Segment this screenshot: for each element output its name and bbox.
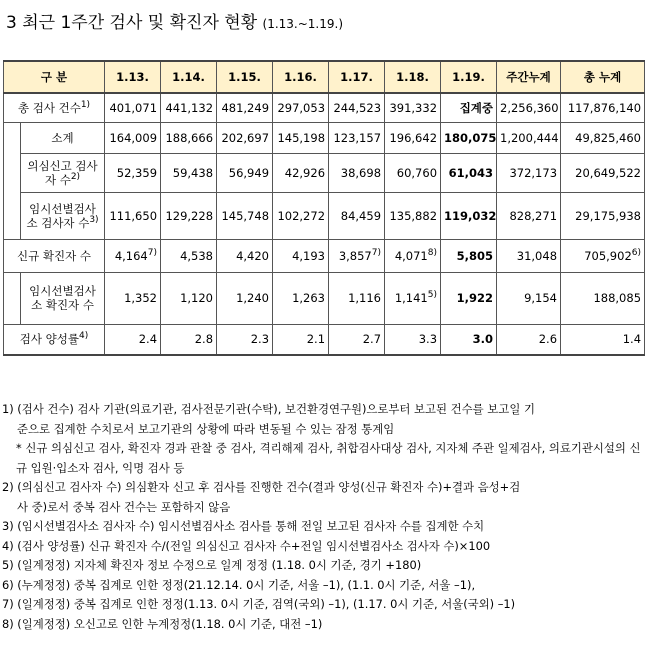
row-label: 신규 확진자 수 <box>4 239 105 272</box>
table-row <box>4 122 645 153</box>
table-cell: 59,438 <box>161 153 217 192</box>
table-cell: 1,263 <box>273 272 329 324</box>
indent-cell <box>4 192 21 239</box>
table-cell: 42,926 <box>273 153 329 192</box>
row-label: 의심신고 검사자 수$^{2)}$ <box>21 153 105 192</box>
table-cell: 188,085 <box>561 272 645 324</box>
footnotes <box>2 400 647 634</box>
table-cell: 705,902$^{6)}$ <box>561 239 645 272</box>
indent-cell <box>4 153 21 192</box>
row-label: 임시선별검사소 확진자 수 <box>21 272 105 324</box>
table-cell: 4,420 <box>217 239 273 272</box>
table-cell: 61,043 <box>441 153 497 192</box>
table-cell: 4,071$^{8)}$ <box>385 239 441 272</box>
table-cell: 244,523 <box>329 93 385 122</box>
header-weekly-total: 주간누계 <box>497 61 561 93</box>
table-cell: 20,649,522 <box>561 153 645 192</box>
table-row <box>4 272 645 324</box>
footnote: 3) (임시선별검사소 검사자 수) 임시선별검사소 검사를 통해 전일 보고된 검사자 수를 집계한 수치 <box>2 519 485 533</box>
table-cell: 1,240 <box>217 272 273 324</box>
table-cell: 2.4 <box>105 324 161 355</box>
table-cell: 145,198 <box>273 122 329 153</box>
table-cell: 135,882 <box>385 192 441 239</box>
table-cell: 828,271 <box>497 192 561 239</box>
table-cell: 4,193 <box>273 239 329 272</box>
stats-table <box>3 60 645 356</box>
table-cell: 4,538 <box>161 239 217 272</box>
table-cell: 441,132 <box>161 93 217 122</box>
header-category: 구 분 <box>4 61 105 93</box>
table-cell: 52,359 <box>105 153 161 192</box>
table-cell: 5,805 <box>441 239 497 272</box>
table-cell: 3.3 <box>385 324 441 355</box>
table-cell: 1,352 <box>105 272 161 324</box>
table-cell: 129,228 <box>161 192 217 239</box>
table-cell: 집계중 <box>441 93 497 122</box>
table-cell: 2.7 <box>329 324 385 355</box>
header-date: 1.17. <box>329 61 385 93</box>
table-cell: 102,272 <box>273 192 329 239</box>
row-label: 소계 <box>21 122 105 153</box>
table-cell: 29,175,938 <box>561 192 645 239</box>
footnote: 5) (일계정정) 지자체 확진자 정보 수정으로 일계 정정 (1.18. 0시 기준, 경기 +180) <box>2 558 422 572</box>
title-text: 3 최근 1주간 검사 및 확진자 현황 <box>6 13 258 33</box>
title-date-range: (1.13.~1.19.) <box>262 17 344 31</box>
table-cell: 123,157 <box>329 122 385 153</box>
table-cell: 372,173 <box>497 153 561 192</box>
table-cell: 401,071 <box>105 93 161 122</box>
table-cell: 117,876,140 <box>561 93 645 122</box>
table-cell: 1.4 <box>561 324 645 355</box>
table-cell: 3.0 <box>441 324 497 355</box>
table-cell: 2,256,360 <box>497 93 561 122</box>
footnote: 1) (검사 건수) 검사 기관(의료기관, 검사전문기관(수탁), 보건환경연구원)으로부터 보고된 건수를 보고일 기 <box>2 402 535 416</box>
footnote: 8) (일계정정) 오신고로 인한 누계정정(1.18. 0시 기준, 대전 –1) <box>2 616 323 631</box>
footnote: 7) (일계정정) 중복 집계로 인한 정정(1.13. 0시 기준, 검역(국외) –1), (1.17. 0시 기준, 서울(국외) –1) <box>2 597 516 611</box>
table-cell: 1,120 <box>161 272 217 324</box>
table-cell: 1,922 <box>441 272 497 324</box>
table-cell: 2.6 <box>497 324 561 355</box>
table-cell: 84,459 <box>329 192 385 239</box>
table-cell: 2.3 <box>217 324 273 355</box>
table-cell: 196,642 <box>385 122 441 153</box>
header-date: 1.14. <box>161 61 217 93</box>
header-date: 1.15. <box>217 61 273 93</box>
table-cell: 56,949 <box>217 153 273 192</box>
footnote: 4) (검사 양성률) 신규 확진자 수/(전일 의심신고 검사자 수+전일 임시선별검사소 검사자 수)×100 <box>2 538 491 553</box>
table-cell: 164,009 <box>105 122 161 153</box>
table-cell: 31,048 <box>497 239 561 272</box>
table-cell: 111,650 <box>105 192 161 239</box>
page-title <box>6 8 343 33</box>
table-cell: 297,053 <box>273 93 329 122</box>
table-cell: 2.1 <box>273 324 329 355</box>
table-row <box>4 324 645 355</box>
table-row <box>4 153 645 192</box>
table-cell: 1,200,444 <box>497 122 561 153</box>
header-date: 1.13. <box>105 61 161 93</box>
table-cell: 49,825,460 <box>561 122 645 153</box>
table-cell: 38,698 <box>329 153 385 192</box>
table-cell: 188,666 <box>161 122 217 153</box>
table-cell: 2.8 <box>161 324 217 355</box>
header-cumulative-total: 총 누계 <box>561 61 645 93</box>
table-row <box>4 192 645 239</box>
indent-cell <box>4 272 21 324</box>
header-date: 1.18. <box>385 61 441 93</box>
table-cell: 481,249 <box>217 93 273 122</box>
indent-cell <box>4 122 21 153</box>
table-cell: 4,164$^{7)}$ <box>105 239 161 272</box>
row-label: 총 검사 건수$^{1)}$ <box>4 93 105 122</box>
table-cell: 9,154 <box>497 272 561 324</box>
table-row <box>4 239 645 272</box>
footnote: 6) (누계정정) 중복 집계로 인한 정정(21.12.14. 0시 기준, 서울 –1), (1.1. 0시 기준, 서울 –1), <box>2 577 476 592</box>
table-cell: 1,116 <box>329 272 385 324</box>
row-label: 검사 양성률$^{4)}$ <box>4 324 105 355</box>
footnote: 사 중)로서 중복 검사 건수는 포함하지 않음 <box>17 499 231 514</box>
table-cell: 60,760 <box>385 153 441 192</box>
table-row <box>4 93 645 122</box>
row-label: 임시선별검사소 검사자 수$^{3)}$ <box>21 192 105 239</box>
table-cell: 145,748 <box>217 192 273 239</box>
header-date: 1.19. <box>441 61 497 93</box>
table-cell: 119,032 <box>441 192 497 239</box>
table-cell: 180,075 <box>441 122 497 153</box>
table-cell: 1,141$^{5)}$ <box>385 272 441 324</box>
table-cell: 391,332 <box>385 93 441 122</box>
table-cell: 202,697 <box>217 122 273 153</box>
table-cell: 3,857$^{7)}$ <box>329 239 385 272</box>
header-date: 1.16. <box>273 61 329 93</box>
footnote: 2) (의심신고 검사자 수) 의심환자 신고 후 검사를 진행한 건수(결과 양성(신규 확진자 수)+결과 음성+검 <box>2 480 521 494</box>
header-row <box>4 61 645 93</box>
footnote: * 신규 의심신고 검사, 확진자 경과 관찰 중 검사, 격리해제 검사, 취합검사대상 검사, 지자체 주관 일제검사, 의료기관시설의 신규 입원·입소자 검사, 익명 검사 등 <box>16 441 641 475</box>
footnote: 준으로 집계한 수치로서 보고기관의 상황에 따라 변동될 수 있는 잠정 통계임 <box>17 421 395 436</box>
